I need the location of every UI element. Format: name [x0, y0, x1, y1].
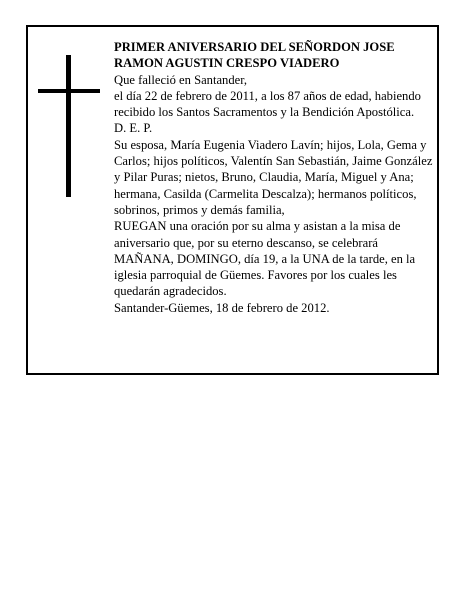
date-line: el día 22 de febrero de 2011, a los 87 años de edad, habiendo recibido los Santos Sacramentos y la Bendición Apostólica.: [114, 88, 421, 120]
cross-horizontal-bar: [38, 89, 100, 93]
request-paragraph: RUEGAN una oración por su alma y asistan a la misa de aniversario que, por su eterno descanso, se celebrará MAÑANA, DOMINGO, día 19, a la UNA de la tarde, en la iglesia parroquial de Güemes. Favores por los cuales les quedarán agradecidos.: [114, 219, 416, 299]
dep-line: D. E. P.: [114, 121, 153, 136]
place-date-line: Santander-Güemes, 18 de febrero de 2012.: [114, 300, 330, 315]
notice-headline: PRIMER ANIVERSARIO DEL SEÑORDON JOSE RAMON AGUSTIN CRESPO VIADERO: [114, 40, 395, 71]
cross-vertical-bar: [66, 55, 71, 197]
family-paragraph: Su esposa, María Eugenia Viadero Lavín; hijos, Lola, Gema y Carlos; hijos políticos, Valentín San Sebastián, Jaime González y Pilar Puras; nietos, Bruno, Claudia, María, Miguel y Ana; hermana, Casilda (Carmelita Descalza); hermanos políticos, sobrinos, primos y demás familia,: [114, 137, 433, 217]
obituary-notice: [26, 25, 439, 375]
notice-text: [114, 39, 434, 316]
death-line: Que falleció en Santander,: [114, 72, 248, 87]
cross-icon: [38, 55, 100, 197]
